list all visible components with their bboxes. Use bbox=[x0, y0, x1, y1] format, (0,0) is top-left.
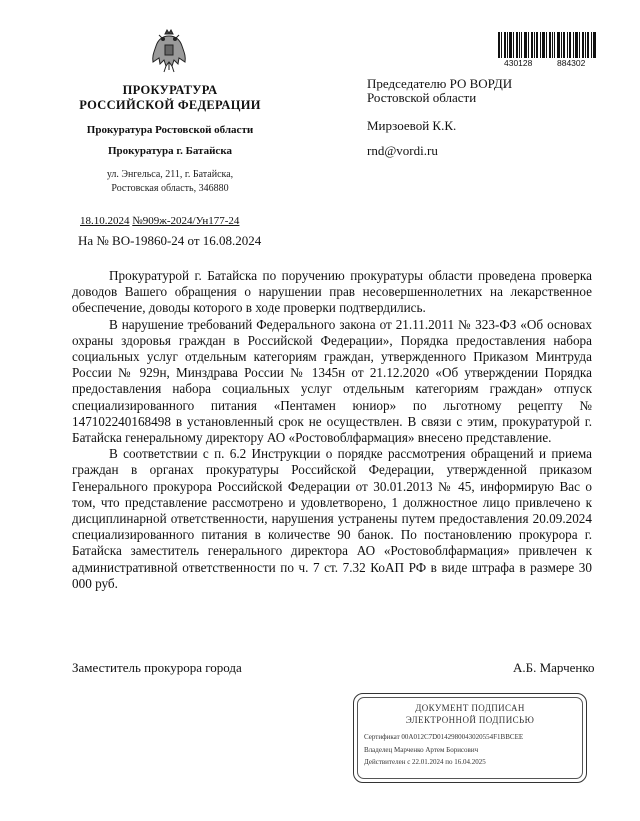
org-address-line2: Ростовская область, 346880 bbox=[111, 183, 229, 194]
signatory-name: А.Б. Марченко bbox=[513, 660, 595, 675]
barcode-number-left: 430128 bbox=[504, 58, 533, 68]
org-title-line1: ПРОКУРАТУРА bbox=[122, 83, 218, 97]
outgoing-number: №909ж-2024/Ун177-24 bbox=[132, 215, 240, 227]
stamp-inner-border bbox=[357, 697, 583, 779]
outgoing-reference bbox=[80, 215, 239, 227]
org-title-line2: РОССИЙСКОЙ ФЕДЕРАЦИИ bbox=[79, 98, 261, 112]
signatory-title: Заместитель прокурора города bbox=[72, 660, 242, 675]
body-paragraph-3: В соответствии с п. 6.2 Инструкции о порядке рассмотрения обращений и приема граждан в органах прокуратуры Российской Федерации, утвержденной приказом Генерального прокурора Российской Федерации от 30.01.2013 № 45, информирую Вас о том, что представление рассмотрено и удовлетворено, 1 должностное лицо привлечено к дисциплинарной ответственности, нарушения устранены путем предоставления 20.09.2024 специализированного питания в количестве 90 банок. По постановлению прокурора г. Батайска заместитель генерального директора АО «Ростовоблфармация» привлечен к административной ответственности по ч. 7 ст. 7.32 КоАП РФ в виде штрафа в размере 30 000 руб. bbox=[72, 446, 592, 591]
outgoing-date: 18.10.2024 bbox=[80, 215, 130, 227]
org-subtitle-regional: Прокуратура Ростовской области bbox=[86, 124, 254, 136]
stamp-title-line2: ЭЛЕКТРОННОЙ ПОДПИСЬЮ bbox=[405, 715, 535, 725]
org-subtitle-city: Прокуратура г. Батайска bbox=[108, 145, 232, 157]
org-address-line1: ул. Энгельса, 211, г. Батайска, bbox=[106, 169, 234, 180]
barcode bbox=[498, 32, 596, 58]
stamp-certificate: Сертификат 00A012C7D0142980043020554F1BBCEE bbox=[364, 733, 524, 741]
addressee-name: Мирзоевой К.К. bbox=[367, 118, 457, 133]
body-paragraph-1: Прокуратурой г. Батайска по поручению прокуратуры области проведена проверка доводов Вашего обращения о нарушении прав несовершеннолетних на лекарственное обеспечение, доводы которого в ходе проверки подтвердились. bbox=[72, 268, 592, 316]
barcode-number-right: 884302 bbox=[557, 58, 586, 68]
stamp-owner: Владелец Марченко Артем Борисович bbox=[364, 746, 479, 754]
body-paragraph-2: В нарушение требований Федерального закона от 21.11.2011 № 323-ФЗ «Об основах охраны здоровья граждан в Российской Федерации», Порядка предоставления набора социальных услуг отдельным категориям граждан, утвержденного Приказом Минтруда России № 929н, Минздрава России № 1345н от 21.12.2020 «Об утверждении Порядка предоставления набора социальных услуг отдельным категориям граждан» отпуск специализированного питания «Пентамен юниор» по льготному рецепту № 147102240168498 в установленный срок не осуществлен. В связи с этим, прокуратурой г. Батайска генеральному директору АО «Ростовоблфармация» внесено представление. bbox=[72, 316, 592, 446]
in-reply-reference: На № ВО-19860-24 от 16.08.2024 bbox=[78, 233, 262, 248]
addressee-region: Ростовской области bbox=[367, 90, 477, 105]
electronic-signature-stamp bbox=[353, 693, 587, 783]
letter-body bbox=[72, 268, 592, 592]
org-address bbox=[60, 168, 280, 196]
addressee-position: Председателю РО ВОРДИ bbox=[367, 76, 513, 91]
stamp-validity: Действителен с 22.01.2024 по 16.04.2025 bbox=[364, 758, 486, 766]
addressee-email: rnd@vordi.ru bbox=[367, 143, 438, 158]
coat-of-arms-emblem bbox=[150, 28, 188, 74]
stamp-title-line1: ДОКУМЕНТ ПОДПИСАН bbox=[415, 703, 525, 713]
